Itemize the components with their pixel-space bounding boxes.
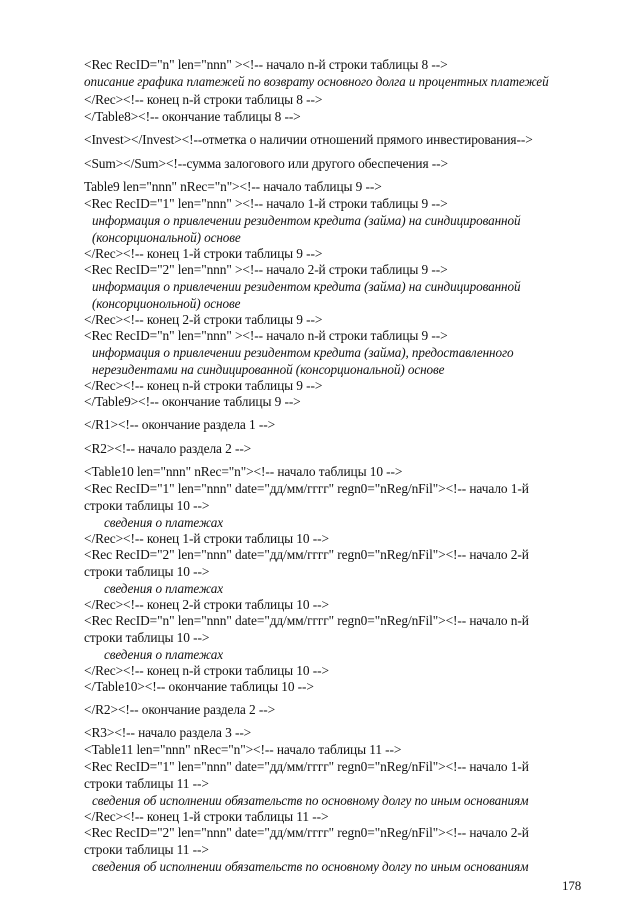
text-line: </Table8><!-- окончание таблицы 8 --> — [84, 109, 301, 124]
text-line: сведения об исполнении обязательств по основному долгу по иным основаниям — [92, 793, 529, 808]
text-line: строки таблицы 11 --> — [84, 842, 209, 857]
text-line: строки таблицы 10 --> — [84, 630, 210, 645]
text-line: строки таблицы 11 --> — [84, 776, 209, 791]
text-line: сведения о платежах — [104, 581, 224, 596]
text-line: сведения о платежах — [104, 647, 224, 662]
text-line: (консорциональной) основе — [92, 230, 241, 245]
text-line: <Rec RecID="2" len="nnn" date="дд/мм/гггг" regn0="nReg/nFil"><!-- начало 2-й — [84, 547, 529, 562]
text-line: информация о привлечении резидентом кредита (займа) на синдицированной — [92, 279, 521, 294]
text-line: </Rec><!-- конец 2-й строки таблицы 9 --> — [84, 312, 323, 327]
text-line: </Table9><!-- окончание таблицы 9 --> — [84, 394, 301, 409]
text-line: <Rec RecID="n" len="nnn" ><!-- начало n-й строки таблицы 9 --> — [84, 328, 448, 343]
text-line: </Rec><!-- конец n-й строки таблицы 8 --> — [84, 92, 323, 107]
text-line: <Sum></Sum><!--сумма залогового или другого обеспечения --> — [84, 156, 448, 171]
text-line: <Table11 len="nnn" nRec="n"><!-- начало таблицы 11 --> — [84, 742, 402, 757]
text-line: строки таблицы 10 --> — [84, 564, 210, 579]
text-line: <Table10 len="nnn" nRec="n"><!-- начало таблицы 10 --> — [84, 464, 403, 479]
text-line: информация о привлечении резидентом кредита (займа), предоставленного — [92, 345, 514, 360]
text-line: </Rec><!-- конец n-й строки таблицы 10 --> — [84, 663, 329, 678]
text-line: (консорционольной) основе — [92, 296, 241, 311]
text-line: <Rec RecID="1" len="nnn" date="дд/мм/гггг" regn0="nReg/nFil"><!-- начало 1-й — [84, 481, 529, 496]
text-line: </Rec><!-- конец 2-й строки таблицы 10 --> — [84, 597, 329, 612]
text-line: <Rec RecID="2" len="nnn" ><!-- начало 2-й строки таблицы 9 --> — [84, 262, 448, 277]
text-line: <Rec RecID="2" len="nnn" date="дд/мм/гггг" regn0="nReg/nFil"><!-- начало 2-й — [84, 825, 529, 840]
text-line: <R2><!-- начало раздела 2 --> — [84, 441, 252, 456]
text-line: <Rec RecID="n" len="nnn" date="дд/мм/гггг" regn0="nReg/nFil"><!-- начало n-й — [84, 613, 529, 628]
text-line: описание графика платежей по возврату основного долга и процентных платежей — [84, 74, 549, 89]
text-line: <Rec RecID="1" len="nnn" ><!-- начало 1-й строки таблицы 9 --> — [84, 196, 448, 211]
text-line: Table9 len="nnn" nRec="n"><!-- начало таблицы 9 --> — [84, 179, 382, 194]
text-line: </Rec><!-- конец 1-й строки таблицы 11 --> — [84, 809, 329, 824]
text-line: </Rec><!-- конец 1-й строки таблицы 9 --> — [84, 246, 323, 261]
text-line: <Rec RecID="1" len="nnn" date="дд/мм/гггг" regn0="nReg/nFil"><!-- начало 1-й — [84, 759, 529, 774]
text-line: </R1><!-- окончание раздела 1 --> — [84, 417, 276, 432]
text-line: <R3><!-- начало раздела 3 --> — [84, 725, 252, 740]
text-line: сведения об исполнении обязательств по основному долгу по иным основаниям — [92, 859, 529, 874]
text-line: <Invest></Invest><!--отметка о наличии отношений прямого инвестирования--> — [84, 132, 533, 147]
text-line: </Rec><!-- конец 1-й строки таблицы 10 --> — [84, 531, 329, 546]
text-line: сведения о платежах — [104, 515, 224, 530]
text-line: </Table10><!-- окончание таблицы 10 --> — [84, 679, 314, 694]
text-line: </Rec><!-- конец n-й строки таблицы 9 --> — [84, 378, 323, 393]
text-line: нерезидентами на синдицированной (консорциональной) основе — [92, 362, 445, 377]
text-line: </R2><!-- окончание раздела 2 --> — [84, 702, 276, 717]
text-line: информация о привлечении резидентом кредита (займа) на синдицированной — [92, 213, 521, 228]
page-number: 178 — [562, 878, 582, 893]
text-line: строки таблицы 10 --> — [84, 498, 210, 513]
text-line: <Rec RecID="n" len="nnn" ><!-- начало n-й строки таблицы 8 --> — [84, 57, 448, 72]
